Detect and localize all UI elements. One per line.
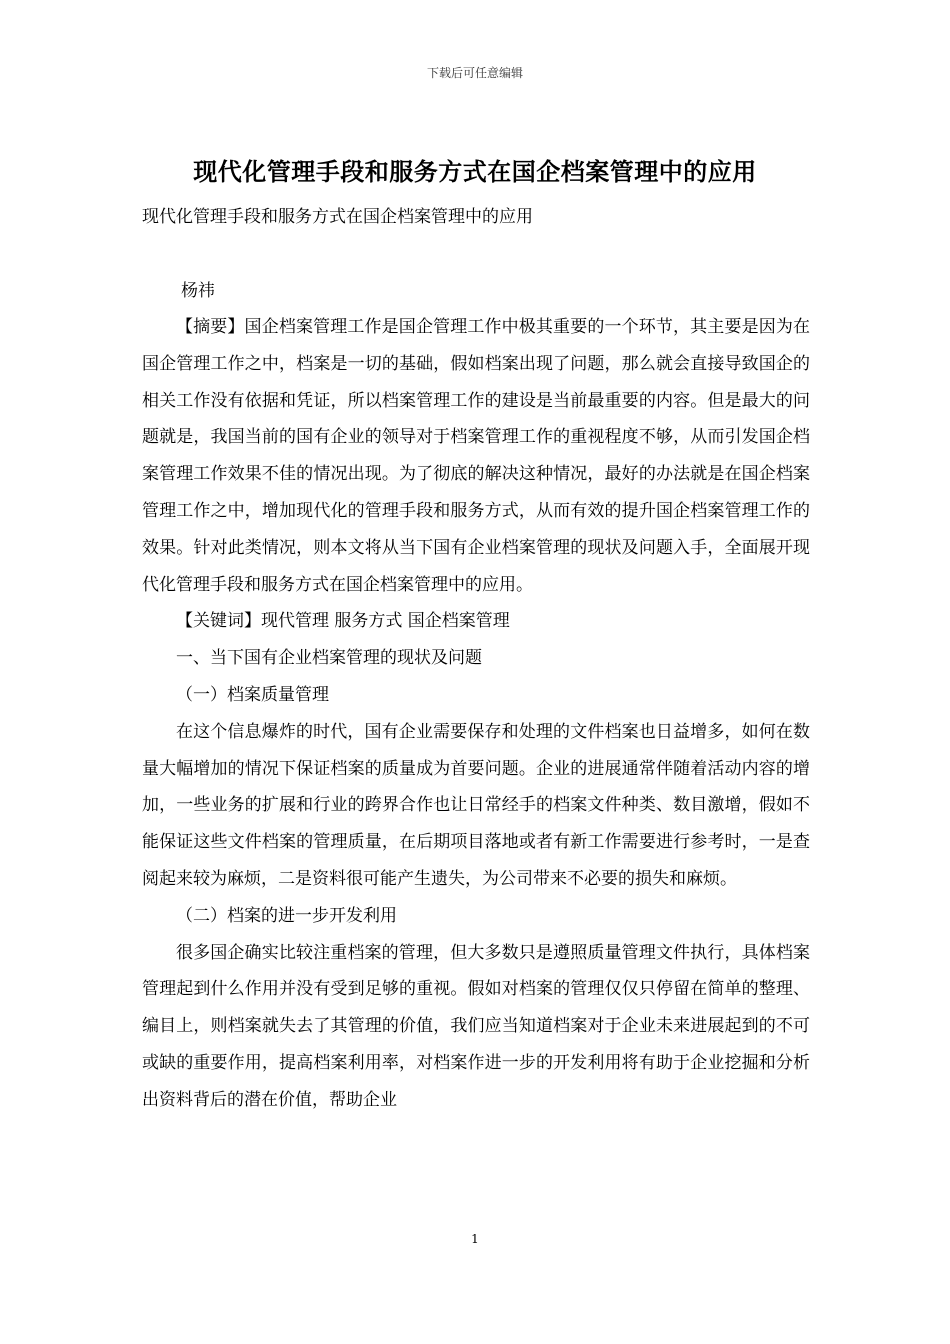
document-body — [142, 309, 810, 1119]
subsection-heading: （二）档案的进一步开发利用 — [176, 905, 397, 926]
author-name: 杨祎 — [181, 281, 215, 301]
document-subtitle: 现代化管理手段和服务方式在国企档案管理中的应用 — [142, 207, 533, 227]
document-title: 现代化管理手段和服务方式在国企档案管理中的应用 — [193, 157, 757, 186]
page-number: 1 — [471, 1232, 479, 1246]
body-paragraph: 在这个信息爆炸的时代，国有企业需要保存和处理的文件档案也日益增多，如何在数量大幅增加的情况下保证档案的质量成为首要问题。企业的进展通常伴随着活动内容的增加，一些业务的扩展和行业的跨界合作也让日常经手的档案文件种类、数目激增，假如不能保证这些文件档案的管理质量，在后期项目落地或者有新工作需要进行参考时，一是查阅起来较为麻烦，二是资料很可能产生遗失，为公司带来不必要的损失和麻烦。 — [142, 721, 810, 889]
abstract-paragraph: 【摘要】国企档案管理工作是国企管理工作中极其重要的一个环节，其主要是因为在国企管理工作之中，档案是一切的基础，假如档案出现了问题，那么就会直接导致国企的相关工作没有依据和凭证，所以档案管理工作的建设是当前最重要的内容。但是最大的问题就是，我国当前的国有企业的领导对于档案管理工作的重视程度不够，从而引发国企档案管理工作效果不佳的情况出现。为了彻底的解决这种情况，最好的办法就是在国企档案管理工作之中，增加现代化的管理手段和服务方式，从而有效的提升国企档案管理工作的效果。针对此类情况，则本文将从当下国有企业档案管理的现状及问题入手，全面展开现代化管理手段和服务方式在国企档案管理中的应用。 — [142, 317, 810, 595]
header-note: 下载后可任意编辑 — [426, 66, 523, 80]
keywords-line: 【关键词】现代管理 服务方式 国企档案管理 — [176, 611, 510, 632]
subsection-heading: （一）档案质量管理 — [176, 684, 329, 705]
body-paragraph: 很多国企确实比较注重档案的管理，但大多数只是遵照质量管理文件执行，具体档案管理起到什么作用并没有受到足够的重视。假如对档案的管理仅仅只停留在简单的整理、编目上，则档案就失去了其管理的价值，我们应当知道档案对于企业未来进展起到的不可或缺的重要作用，提高档案利用率，对档案作进一步的开发利用将有助于企业挖掘和分析出资料背后的潜在价值，帮助企业 — [142, 942, 810, 1110]
section-heading: 一、当下国有企业档案管理的现状及问题 — [176, 648, 482, 669]
